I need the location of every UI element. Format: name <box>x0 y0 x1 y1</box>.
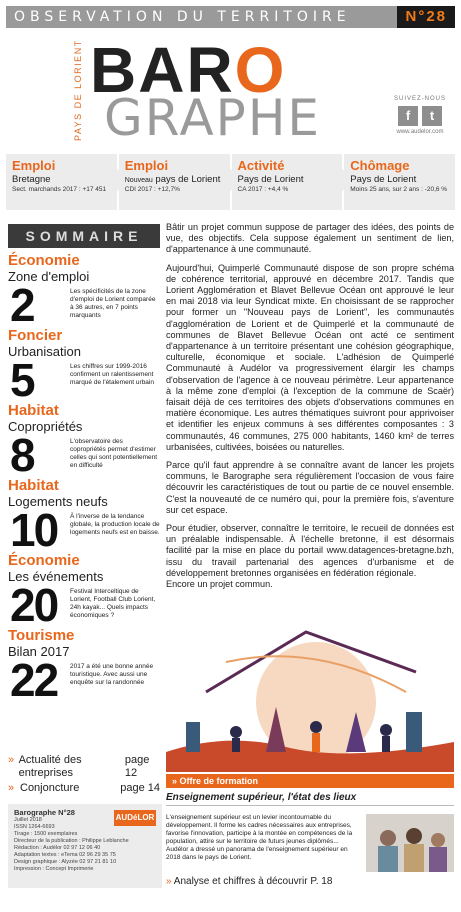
follow-url[interactable]: www.audelor.com <box>396 129 444 135</box>
indicator-emploi-bretagne <box>6 154 117 210</box>
toc-category: Foncier <box>8 327 63 344</box>
toc-item[interactable] <box>8 252 160 331</box>
toc-category: Économie <box>8 552 80 569</box>
audelor-logo: AUDéLOR <box>114 810 156 826</box>
toc-page-number: 10 <box>10 504 58 556</box>
colophon-line: Directeur de la publication : Philippe Leblanche <box>14 838 129 844</box>
toc-description: L'observatoire des copropriétés permet d'estimer celles qui sont potentiellement en difficulté <box>70 438 158 469</box>
follow-label: SUIVEZ-NOUS <box>393 96 446 102</box>
banner-title: OBSERVATION DU TERRITOIRE <box>14 9 351 25</box>
indicator-title: Activité <box>237 158 285 173</box>
toc-description: Les spécificités de la zone d'emploi de Lorient comparée à 36 autres, en 7 points marquants <box>70 288 156 319</box>
indicator-value: CA 2017 : +4,4 % <box>237 186 289 193</box>
indicator-title: Chômage <box>350 158 410 173</box>
indicator-value: Sect. marchands 2017 : +17 451 <box>12 186 107 193</box>
toc-subtitle: Les événements <box>8 569 104 584</box>
side-text: PAYS DE LORIENT <box>73 39 83 141</box>
colophon-line: Design graphique : Alyzée 02 97 21 81 10 <box>14 859 117 865</box>
indicator-activite <box>232 154 343 210</box>
follow-block <box>391 96 449 135</box>
toc-extra-item[interactable] <box>8 782 160 795</box>
toc-extra-page: page 12 <box>124 754 150 779</box>
colophon-line: Adaptation textes : eTema 02 96 29 35 75 <box>14 852 116 858</box>
toc-category: Économie <box>8 252 80 269</box>
editorial-paragraph: Parce qu'il faut apprendre à se connaître avant de lancer les projets communs, le Barographe sera régulièrement l'occasion de vous faire découvrir les caractéristiques de tout ou partie de ce nouvel ensemble. C'est la nouveauté de ce numéro qui, pour la première fois, s'aventure sur cet espace. <box>166 460 454 515</box>
territory-illustration <box>166 612 454 772</box>
indicator-value: Moins 25 ans, sur 2 ans : -20,6 % <box>350 186 448 193</box>
toc-page-number: 8 <box>10 429 34 481</box>
toc-item[interactable] <box>8 552 160 631</box>
editorial-paragraph: Encore un projet commun. <box>166 579 273 590</box>
toc-extra-label: Actualité des entreprises <box>18 754 82 779</box>
colophon <box>8 804 162 888</box>
toc-item[interactable] <box>8 402 160 481</box>
toc-page-number: 2 <box>10 279 34 331</box>
sommaire-heading: SOMMAIRE <box>8 224 160 248</box>
colophon-line: Juillet 2018 <box>14 817 42 823</box>
editorial-paragraph: Aujourd'hui, Quimperlé Communauté dispose de son propre schéma de cohérence territorial, approuvé en décembre 2017. Tandis que Lorient Agglomération et Blavet Bellevue Océan ont approuvé le leur en mai 2018 via leur Syndicat mixte. En choisissant de se rapprocher pour former un "Nouveau pays de Lorient", les communautés d'agglomération de Lorient et de Quimperlé et la communauté de communes de Blavet Bellevue Océan ont acté ce sentiment d'appartenance à un territoire présentant une cohésion géographique, culturelle, économique et sociale. L'adhésion de Quimperlé Communauté à Audélor va progressivement élargir les champs d'observation de l'agence à ce nouveau périmètre. Leur appartenance à la même zone d'emploi (à l'exception de la commune de Scaër) faisait déjà de ces territoires des objets d'observations communes en matière économique. Les autres thématiques suivront pour apprivoiser et identifier les enjeux communs à ses différentes composantes : 3 communautés, 46 communes, 275 000 habitants, 1460 km² de terres urbanisées, cultivées, boisées ou naturelles. <box>166 262 454 452</box>
toc-page-number: 20 <box>10 579 58 631</box>
toc-extra-page: page 14 <box>120 782 160 794</box>
top-banner <box>6 6 455 28</box>
offre-title: Enseignement supérieur, l'état des lieux <box>166 792 454 806</box>
masthead <box>6 30 455 152</box>
toc-description: 2017 a été une bonne année touristique. Avec aussi une enquête sur la randonnée <box>70 663 154 686</box>
toc-description: Festival Interceltique de Lorient, Football Club Lorient, 24h kayak... Quels impacts économiques ? <box>70 588 156 619</box>
toc-description: Les chiffres sur 1999-2016 confirment un ralentissement marqué de l'étalement urbain <box>70 363 154 386</box>
toc-subtitle: Copropriétés <box>8 419 83 434</box>
colophon-line: Tirage : 1500 exemplaires <box>14 831 78 837</box>
chevron-right-icon: » <box>8 782 15 794</box>
indicator-sub: Pays de Lorient <box>237 174 304 185</box>
chevron-right-icon: » <box>172 776 180 786</box>
toc-extra-label: Conjoncture <box>20 782 80 794</box>
indicator-sub: Nouveau pays de Lorient <box>124 174 221 185</box>
toc-item[interactable] <box>8 327 160 406</box>
indicator-title: Emploi <box>124 158 169 173</box>
toc-item[interactable] <box>8 627 160 706</box>
facebook-icon[interactable]: f <box>398 106 418 126</box>
chevron-right-icon: » <box>166 876 174 887</box>
editorial-paragraph: Pour étudier, observer, connaître le territoire, le recueil de données est un préalable indispensable. À l'échelle bretonne, il est désormais facilité par la mise en place du portail www.datagences-bretagne.bzh, issu du travail partenarial des agences d'urbanisme et de développement bretonnes organisées en fédération régionale. <box>166 523 454 578</box>
editorial-paragraph: Bâtir un projet commun suppose de partager des idées, des points de vue, des objectifs. Cela suppose également un sentiment de lien, d'appartenance à une communauté. <box>166 222 454 255</box>
logo-baro: BARO <box>90 34 287 106</box>
offre-link[interactable]: » Analyse et chiffres à découvrir P. 18 <box>166 876 333 887</box>
indicator-strip <box>6 154 455 210</box>
colophon-line: ISSN 1264-6693 <box>14 824 55 830</box>
colophon-title: Barographe N°28 <box>14 808 75 817</box>
indicator-sub: Pays de Lorient <box>350 174 417 185</box>
twitter-icon[interactable]: t <box>422 106 442 126</box>
toc-description: À l'inverse de la tendance globale, la production locale de logements neufs est en baisse. <box>70 513 160 536</box>
toc-item[interactable] <box>8 477 160 556</box>
offre-text: L'enseignement supérieur est un levier incontournable du développement. Il forme les cadres nécessaires aux entreprises, favorise l'innovation, participe à la montée en compétences de la population, attire sur le territoire de futurs jeunes diplômés... Audélor a dressé un panorama de l'enseignement supérieur en 2018 dans le pays de Lorient. <box>166 814 353 861</box>
table-of-contents <box>8 252 160 706</box>
toc-category: Habitat <box>8 477 59 494</box>
toc-subtitle: Bilan 2017 <box>8 644 70 659</box>
colophon-line: Impression : Concept Imprimerie <box>14 866 94 872</box>
indicator-sub: Bretagne <box>12 174 51 185</box>
toc-extra-item[interactable] <box>8 754 160 780</box>
indicator-chomage <box>344 154 455 210</box>
offre-bar: » Offre de formation <box>166 774 454 788</box>
students-photo <box>366 814 454 872</box>
toc-page-number: 5 <box>10 354 34 406</box>
toc-page-number: 22 <box>10 654 58 706</box>
toc-subtitle: Urbanisation <box>8 344 81 359</box>
toc-category: Habitat <box>8 402 59 419</box>
editorial <box>166 222 454 597</box>
indicator-title: Emploi <box>12 158 56 173</box>
toc-category: Tourisme <box>8 627 75 644</box>
issue-number: N°28 <box>397 6 455 28</box>
toc-subtitle: Zone d'emploi <box>8 269 90 284</box>
indicator-emploi-lorient <box>119 154 230 210</box>
toc-extra <box>8 754 160 797</box>
indicator-value: CDI 2017 : +12,7% <box>124 186 180 193</box>
toc-subtitle: Logements neufs <box>8 494 108 509</box>
colophon-line: Rédaction : Audélor 02 97 12 06 40 <box>14 845 101 851</box>
logo-graphe: GRAPHE <box>104 89 322 147</box>
chevron-right-icon: » <box>8 754 15 766</box>
